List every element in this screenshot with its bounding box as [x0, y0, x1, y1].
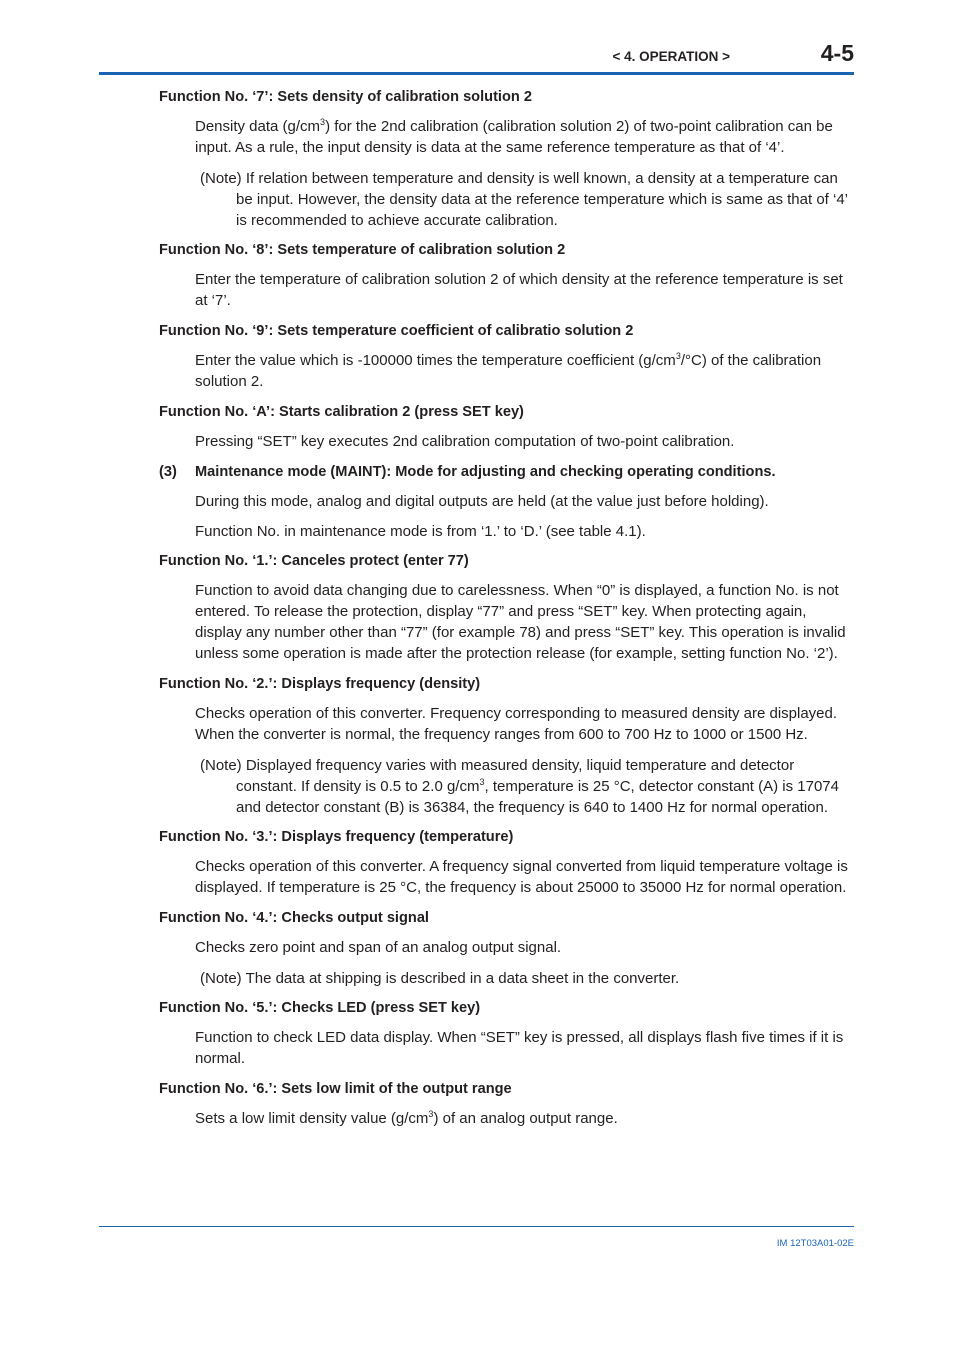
function-9-description: Enter the value which is -100000 times the temperature coefficient $(g/cm^3/^\circ C)$ of the calibration solution 2.	[195, 351, 822, 390]
maint-function-1-description: Function to avoid data changing due to carelessness. When “0” is displayed, a function No. is not entered. To release the protection, display “77” and press “SET” key. When protecting again, display any number other than “77” (for example 78) and press “SET” key. This operation is invalid unless some operation is made after the protection release (for example, setting function No. ‘2’).	[195, 582, 846, 662]
function-a-description: Pressing “SET” key executes 2nd calibration computation of two-point calibration.	[195, 433, 735, 450]
maint-function-2-heading: Function No. ‘2.’: Displays frequency (density)	[159, 676, 481, 692]
maintenance-mode-heading: (3) Maintenance mode (MAINT): Mode for adjusting and checking operating conditions.	[159, 464, 776, 480]
section-number: (3)	[159, 464, 177, 480]
function-7-note: (Note) If relation between temperature and density is well known, a density at a temperature can be input. However, the density data at the reference temperature which is same as that of ‘4’ is recommended to achieve accurate calibration.	[200, 170, 848, 229]
page-content	[159, 87, 859, 1139]
section-header: < 4. OPERATION >	[612, 49, 730, 64]
footer-rule	[99, 1226, 854, 1227]
function-7-heading: Function No. ‘7’: Sets density of calibration solution 2	[159, 89, 532, 105]
maintenance-mode-description: During this mode, analog and digital outputs are held (at the value just before holding).	[195, 493, 769, 510]
document-id: IM 12T03A01-02E	[776, 1238, 854, 1249]
function-9-heading: Function No. ‘9’: Sets temperature coefficient of calibratio solution 2	[159, 323, 634, 339]
maint-function-3-heading: Function No. ‘3.’: Displays frequency (temperature)	[159, 829, 514, 845]
header-rule	[99, 72, 854, 75]
maint-function-4-heading: Function No. ‘4.’: Checks output signal	[159, 910, 429, 926]
maint-function-4-description: Checks zero point and span of an analog output signal.	[195, 939, 562, 956]
maint-function-4-note: (Note) The data at shipping is described in a data sheet in the converter.	[200, 970, 680, 987]
maint-function-6-description: Sets a low limit density value $(g/cm^3)$ of an analog output range.	[195, 1109, 618, 1127]
maint-function-2-description: Checks operation of this converter. Frequency corresponding to measured density are displayed. When the converter is normal, the frequency ranges from 600 to 700 Hz to 1000 or 1500 Hz.	[195, 705, 838, 743]
function-8-heading: Function No. ‘8’: Sets temperature of calibration solution 2	[159, 242, 566, 258]
maint-function-5-heading: Function No. ‘5.’: Checks LED (press SET key)	[159, 1000, 481, 1016]
maint-function-3-description: Checks operation of this converter. A frequency signal converted from liquid temperature voltage is displayed. If temperature is 25 °C, the frequency is about 25000 to 35000 Hz for normal operation.	[195, 858, 848, 896]
maint-function-5-description: Function to check LED data display. When “SET” key is pressed, all displays flash five times if it is normal.	[195, 1029, 844, 1067]
function-7-description: Density data $(g/cm^3)$ for the 2nd calibration (calibration solution 2) of two-point calibration can be input. As a rule, the input density is data at the same reference temperature as that of ‘4’.	[195, 117, 833, 156]
function-a-heading: Function No. ‘A’: Starts calibration 2 (press SET key)	[159, 404, 524, 420]
maint-function-1-heading: Function No. ‘1.’: Canceles protect (enter 77)	[159, 553, 469, 569]
maintenance-mode-range: Function No. in maintenance mode is from ‘1.’ to ‘D.’ (see table 4.1).	[195, 523, 646, 540]
function-8-description: Enter the temperature of calibration solution 2 of which density at the reference temperature is set at ‘7’.	[195, 271, 843, 309]
maint-function-6-heading: Function No. ‘6.’: Sets low limit of the output range	[159, 1081, 512, 1097]
maint-function-2-note: (Note) Displayed frequency varies with measured density, liquid temperature and detector constant. If density is 0.5 to 2.0 $g/cm^3$, temperature is 25 °C, detector constant (A) is 17074 and detector constant (B) is 36384, the frequency is 640 to 1400 Hz for normal operation.	[200, 757, 839, 816]
page-number: 4-5	[820, 40, 854, 66]
